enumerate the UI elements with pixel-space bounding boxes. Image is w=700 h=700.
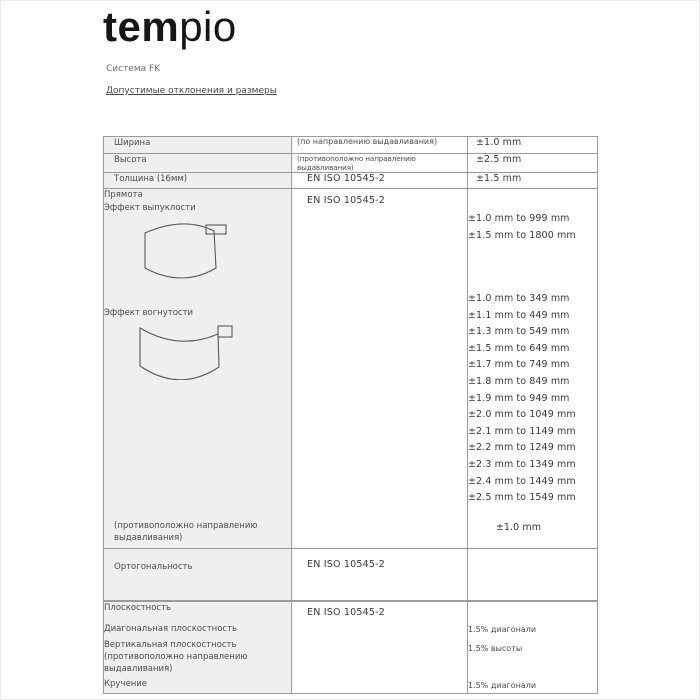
thickness-value: ±1.5 mm: [476, 173, 522, 184]
concavity-value: ±2.1 mm to 1149 mm: [468, 425, 576, 437]
convexity-value: ±1.0 mm to 999 mm: [468, 213, 570, 224]
convex-tile-diagram: [144, 221, 228, 279]
torsion-value: 1.5% диагонали: [468, 681, 537, 690]
flatness-label: Плоскостность: [104, 603, 172, 613]
tolerances-table: [103, 136, 598, 601]
straightness-method: EN ISO 10545-2: [307, 195, 385, 206]
table-row-thickness: [104, 173, 598, 189]
concavity-value: ±1.0 mm to 349 mm: [468, 293, 570, 304]
table-row-orthogonality: [104, 549, 598, 601]
width-label: Ширина: [114, 138, 151, 148]
logo-bold-part: tem: [103, 3, 180, 50]
tempio-logo: [103, 4, 237, 50]
diagonal-flatness-label: Диагональная плоскостность: [104, 624, 238, 634]
concavity-value: ±2.0 mm to 1049 mm: [468, 409, 576, 421]
width-method: (по направлению выдавливания): [297, 137, 438, 146]
concavity-value: ±1.8 mm to 849 mm: [468, 375, 570, 387]
convexity-values: [468, 210, 597, 244]
deviations-doc-link[interactable]: Допустимые отклонения и размеры: [106, 86, 277, 96]
concavity-value: ±1.1 mm to 449 mm: [468, 309, 570, 321]
convexity-value: ±1.5 mm to 1800 mm: [468, 230, 576, 241]
convexity-label: Эффект выпуклости: [104, 203, 196, 213]
concavity-value: ±2.2 mm to 1249 mm: [468, 442, 576, 454]
concavity-value: ±1.7 mm to 749 mm: [468, 359, 570, 371]
table-row-height: [104, 154, 598, 173]
concavity-values: [468, 291, 597, 507]
opposite-direction-value: ±1.0 mm: [495, 521, 542, 533]
concavity-label: Эффект вогнутости: [104, 308, 194, 318]
concavity-value: ±2.5 mm to 1549 mm: [468, 492, 576, 504]
concavity-value: ±2.4 mm to 1449 mm: [468, 475, 576, 487]
straightness-label: Прямота: [104, 190, 143, 200]
thickness-method: EN ISO 10545-2: [307, 173, 385, 184]
height-value: ±2.5 mm: [476, 154, 522, 165]
concave-tile-diagram: [137, 324, 233, 380]
torsion-label: Кручение: [104, 679, 148, 689]
thickness-label: Толщина (16мм): [114, 174, 188, 184]
table-row-width: [104, 137, 598, 154]
concavity-value: ±1.3 mm to 549 mm: [468, 326, 570, 338]
flatness-method: EN ISO 10545-2: [307, 607, 385, 618]
system-label: Система FK: [106, 64, 161, 74]
concavity-value: ±1.9 mm to 949 mm: [468, 392, 570, 404]
vertical-flatness-label: Вертикальная плоскостность (противоположно направлению выдавливания): [104, 640, 248, 674]
table-row-flatness: [104, 602, 598, 694]
logo-light-part: pio: [179, 3, 237, 50]
opposite-direction-label: (противоположно направлению выдавливания): [114, 521, 258, 543]
orthogonality-label: Ортогональность: [114, 562, 193, 572]
concavity-value: ±1.5 mm to 649 mm: [468, 342, 570, 354]
height-label: Высота: [114, 155, 147, 165]
orthogonality-method: EN ISO 10545-2: [307, 559, 385, 570]
width-value: ±1.0 mm: [476, 137, 522, 148]
table-row-straightness: [104, 189, 598, 549]
diagonal-flatness-value: 1.5% диагонали: [468, 625, 537, 634]
vertical-flatness-value: 1.5% высоты: [468, 644, 523, 653]
concavity-value: ±2.3 mm to 1349 mm: [468, 458, 576, 470]
flatness-table: [103, 601, 598, 694]
height-method: (противоположно направлению выдавливания): [297, 154, 416, 172]
